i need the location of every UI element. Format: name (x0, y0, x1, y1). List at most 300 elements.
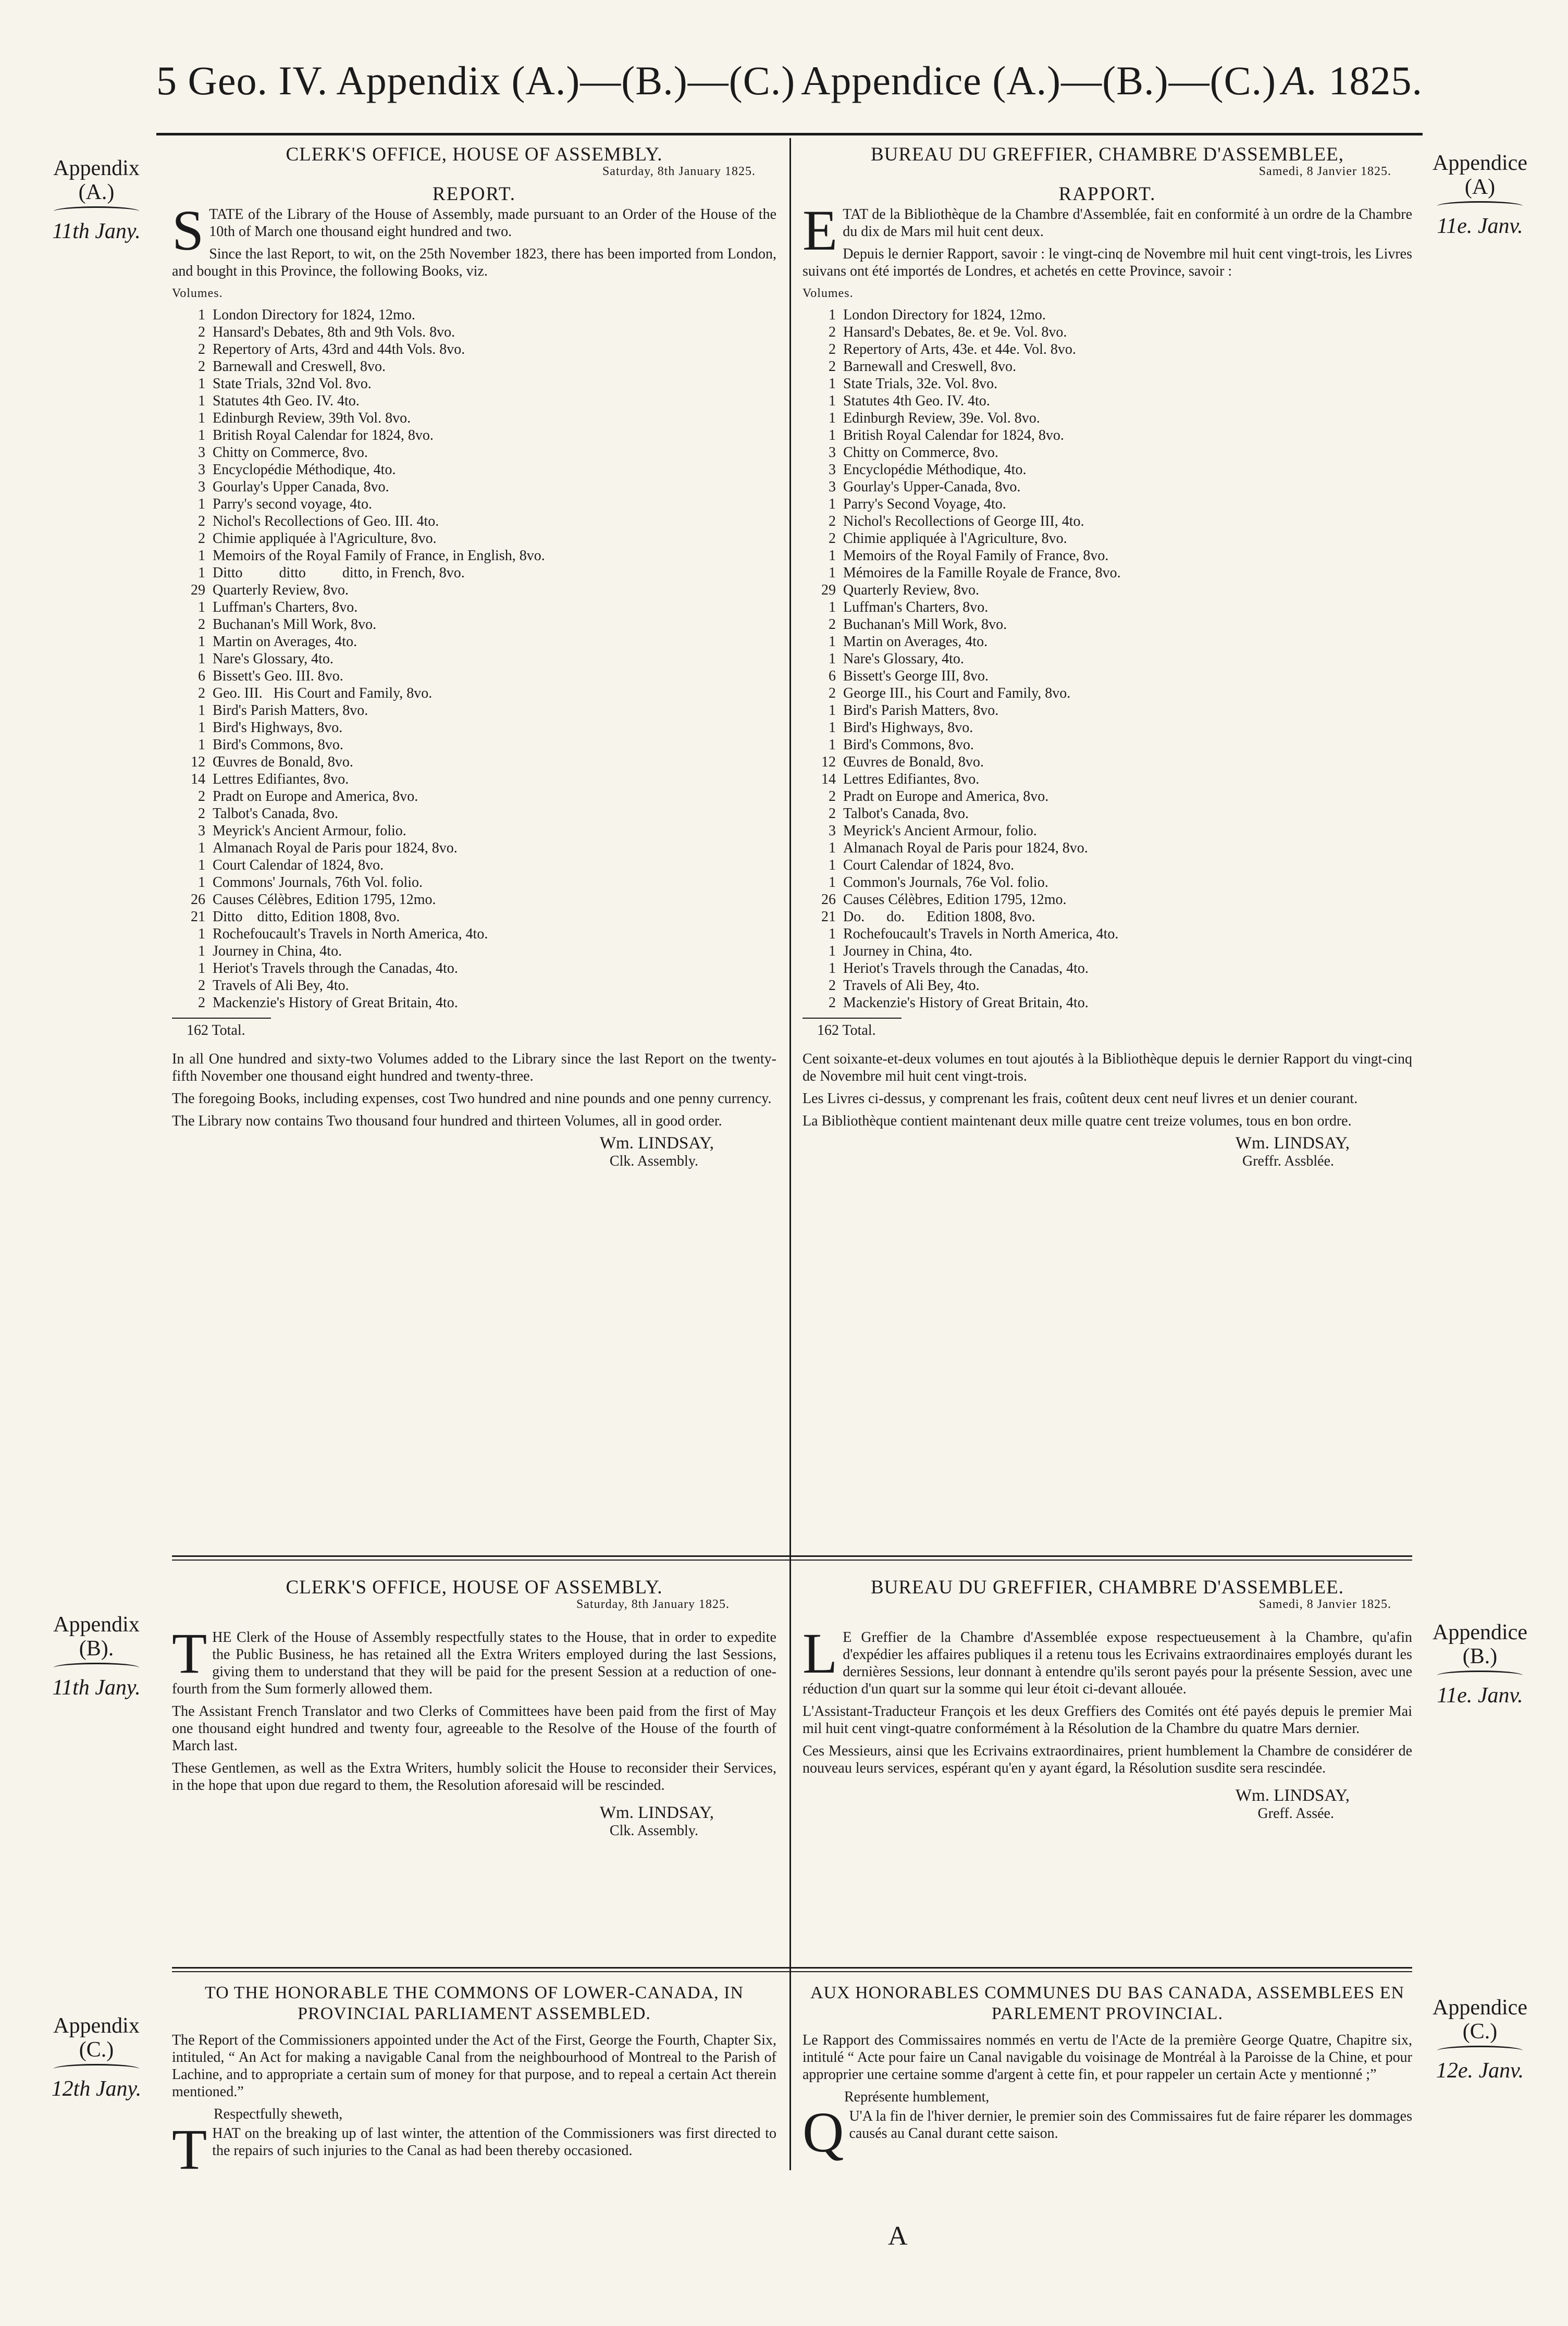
volume-title: Nichol's Recollections of George III, 4to. (843, 513, 1084, 529)
dropcap: L (802, 1622, 838, 1685)
paragraph: L'Assistant-Traducteur François et les deux Greffiers des Comités ont été payés depuis le premier Mai mil huit cent vingt-quatre conformément à la Résolution de la Chambre du quatre Mars dernier. (802, 1703, 1412, 1737)
header-left: 5 Geo. IV. Appendix (A.)—(B.)—(C.) (156, 58, 796, 103)
margin-note-c-right: Appendice (C.) 12e. Janv. (1433, 1996, 1527, 2083)
volume-title: Bird's Highways, 8vo. (213, 720, 343, 736)
volume-count: 2 (829, 358, 836, 375)
volume-entry (187, 874, 776, 891)
signature-title: Clk. Assembly. (609, 1823, 698, 1839)
dropcap: S (172, 199, 204, 262)
volume-entry (817, 650, 1412, 667)
volume-count: 2 (829, 616, 836, 633)
volume-entry (187, 547, 776, 564)
volume-count: 2 (829, 806, 836, 822)
volume-title: Repertory of Arts, 43rd and 44th Vols. 8vo. (213, 341, 465, 357)
section-b-english (172, 1579, 776, 1839)
volume-title: Heriot's Travels through the Canadas, 4to. (213, 960, 458, 976)
volume-count: 1 (829, 410, 836, 426)
volume-entry (187, 736, 776, 753)
volume-entry (817, 410, 1412, 427)
volume-entry (187, 685, 776, 702)
volume-count: 12 (191, 754, 205, 770)
volume-count: 1 (829, 393, 836, 409)
paragraph: La Bibliothèque contient maintenant deux mille quatre cent treize volumes, tous en bon ordre. (802, 1113, 1352, 1129)
volume-count: 3 (198, 823, 205, 839)
volume-count: 2 (198, 806, 205, 822)
volume-count: 1 (829, 720, 836, 736)
volume-title: Bissett's George III, 8vo. (843, 668, 989, 684)
volume-entry (817, 496, 1412, 513)
volume-count: 2 (198, 685, 205, 701)
volume-entry (817, 599, 1412, 616)
volume-entry (187, 530, 776, 547)
section-rule (172, 1967, 1412, 1969)
paragraph: The foregoing Books, including expenses, cost Two hundred and nine pounds and one penny currency. (172, 1091, 772, 1107)
volume-entry (817, 616, 1412, 633)
volume-title: Chitty on Commerce, 8vo. (843, 444, 998, 461)
volume-title: State Trials, 32nd Vol. 8vo. (213, 376, 372, 392)
volume-entry (817, 633, 1412, 650)
paragraph: Cent soixante-et-deux volumes en tout ajoutés à la Bibliothèque depuis le dernier Rapport du vingt-cinq de Novembre mil huit cent vingt-trois. (802, 1051, 1412, 1084)
volume-count: 2 (829, 530, 836, 547)
volume-entry (187, 616, 776, 633)
volume-entry (817, 564, 1412, 582)
paragraph: In all One hundred and sixty-two Volumes added to the Library since the last Report on the twenty-fifth November one thousand eight hundred and twenty-three. (172, 1051, 776, 1084)
total: 162 Total. (817, 1022, 876, 1038)
volume-count: 1 (829, 307, 836, 323)
volume-title: Martin on Averages, 4to. (843, 634, 988, 650)
volume-count: 1 (198, 548, 205, 564)
volume-entry (817, 925, 1412, 943)
dropcap: E (802, 199, 838, 262)
volume-count: 1 (829, 702, 836, 719)
volume-title: Meyrick's Ancient Armour, folio. (213, 823, 406, 839)
volume-count: 3 (198, 479, 205, 495)
volume-entry (187, 513, 776, 530)
volume-entry (187, 994, 776, 1011)
volume-title: Barnewall and Creswell, 8vo. (213, 358, 386, 375)
volumes-label: Volumes. (172, 287, 223, 300)
total: 162 Total. (187, 1022, 245, 1038)
volume-entry (817, 375, 1412, 392)
volume-entry (187, 805, 776, 822)
volume-count: 1 (198, 926, 205, 942)
volume-count: 3 (829, 462, 836, 478)
volume-count: 14 (191, 771, 205, 787)
volume-entry (187, 341, 776, 358)
signature-name: Wm. LINDSAY, (599, 1134, 714, 1153)
volume-entry (817, 478, 1412, 496)
volume-title: Luffman's Charters, 8vo. (213, 599, 358, 615)
section-a-french (802, 146, 1412, 1170)
volume-entry (817, 513, 1412, 530)
volume-title: Edinburgh Review, 39th Vol. 8vo. (213, 410, 411, 426)
paragraph: Ces Messieurs, ainsi que les Ecrivains extraordinaires, prient humblement la Chambre de considérer de nouveau leurs services, espérant qu'en y ayant égard, la Résolution susdite sera rescindée. (802, 1743, 1412, 1776)
volumes-list (187, 306, 776, 1011)
volume-entry (817, 805, 1412, 822)
volume-entry (187, 719, 776, 736)
dropcap: Q (802, 2100, 844, 2164)
volume-title: Travels of Ali Bey, 4to. (213, 978, 349, 994)
volume-count: 1 (829, 840, 836, 856)
volume-count: 1 (829, 548, 836, 564)
volume-entry (817, 461, 1412, 478)
volume-entry (187, 392, 776, 410)
volume-title: British Royal Calendar for 1824, 8vo. (843, 427, 1064, 443)
header-rule (156, 133, 1423, 135)
volume-count: 1 (198, 943, 205, 959)
volume-entry (817, 341, 1412, 358)
volume-count: 1 (198, 496, 205, 512)
respect-line: Respectfully sheweth, (214, 2106, 343, 2122)
volume-title: Lettres Edifiantes, 8vo. (213, 771, 349, 787)
signature-name: Wm. LINDSAY, (1235, 1786, 1350, 1805)
volume-entry (817, 822, 1412, 839)
volume-title: State Trials, 32e. Vol. 8vo. (843, 376, 998, 392)
volume-count: 6 (829, 668, 836, 684)
volume-entry (187, 410, 776, 427)
paragraph: Les Livres ci-dessus, y comprenant les frais, coûtent deux cent neuf livres et un denier courant. (802, 1091, 1358, 1107)
volume-entry (187, 977, 776, 994)
volume-title: Memoirs of the Royal Family of France, 8vo. (843, 548, 1109, 564)
volume-entry (187, 650, 776, 667)
volume-title: Bird's Highways, 8vo. (843, 720, 973, 736)
volume-title: Hansard's Debates, 8e. et 9e. Vol. 8vo. (843, 324, 1067, 340)
volume-entry (187, 375, 776, 392)
volume-title: Statutes 4th Geo. IV. 4to. (213, 393, 360, 409)
volume-count: 26 (821, 892, 836, 908)
volume-count: 2 (829, 685, 836, 701)
header-center: Appendice (A.)—(B.)—(C.) (801, 58, 1277, 103)
volume-title: Luffman's Charters, 8vo. (843, 599, 989, 615)
volume-title: Meyrick's Ancient Armour, folio. (843, 823, 1037, 839)
volume-entry (817, 427, 1412, 444)
volume-title: Gourlay's Upper-Canada, 8vo. (843, 479, 1021, 495)
volume-count: 1 (198, 874, 205, 890)
volume-title: Repertory of Arts, 43e. et 44e. Vol. 8vo. (843, 341, 1076, 357)
volume-entry (187, 771, 776, 788)
signature-title: Clk. Assembly. (609, 1153, 698, 1169)
volume-entry (187, 461, 776, 478)
volume-title: Talbot's Canada, 8vo. (843, 806, 969, 822)
volume-title: London Directory for 1824, 12mo. (843, 307, 1046, 323)
signature-mark: A (888, 2221, 908, 2251)
volume-title: Statutes 4th Geo. IV. 4to. (843, 393, 990, 409)
volume-title: Quarterly Review, 8vo. (843, 582, 979, 598)
volume-count: 1 (198, 857, 205, 873)
volume-count: 2 (198, 995, 205, 1011)
volume-title: Nare's Glossary, 4to. (843, 651, 964, 667)
report-date: Saturday, 8th January 1825. (602, 165, 756, 178)
volume-title: Causes Célèbres, Edition 1795, 12mo. (843, 892, 1067, 908)
volume-title: Bird's Commons, 8vo. (843, 737, 974, 753)
volume-title: Encyclopédie Méthodique, 4to. (843, 462, 1027, 478)
volume-count: 6 (198, 668, 205, 684)
volume-title: Ditto ditto, Edition 1808, 8vo. (213, 909, 400, 925)
dropcap: T (172, 1622, 207, 1685)
volume-title: Œuvres de Bonald, 8vo. (843, 754, 984, 770)
volume-count: 1 (198, 427, 205, 443)
notice-date: Samedi, 8 Janvier 1825. (1258, 1598, 1391, 1611)
volume-title: Causes Célèbres, Edition 1795, 12mo. (213, 892, 436, 908)
volume-title: Court Calendar of 1824, 8vo. (213, 857, 384, 873)
volume-count: 3 (829, 823, 836, 839)
volume-count: 29 (191, 582, 205, 598)
volume-count: 1 (198, 410, 205, 426)
section-c-english (172, 1983, 776, 2181)
volume-entry (817, 891, 1412, 908)
paragraph: THAT on the breaking up of last winter, the attention of the Commissioners was first directed to the repairs of such injuries to the Canal as had been thereby occasioned. (172, 2118, 776, 2181)
volume-count: 1 (829, 926, 836, 942)
volume-entry (187, 753, 776, 771)
volume-count: 1 (829, 565, 836, 581)
paragraph: These Gentlemen, as well as the Extra Writers, humbly solicit the House to reconsider their Services, in the hope that upon due regard to them, the Resolution aforesaid will be rescinded. (172, 1760, 776, 1793)
volume-title: Bird's Parish Matters, 8vo. (213, 702, 368, 719)
volume-count: 3 (829, 479, 836, 495)
volume-title: Commons' Journals, 76th Vol. folio. (213, 874, 423, 890)
margin-note-a-left: Appendix (A.) 11th Jany. (52, 156, 141, 243)
volume-count: 1 (829, 943, 836, 959)
margin-note-b-left: Appendix (B). 11th Jany. (52, 1613, 141, 1700)
volume-entry (187, 633, 776, 650)
page-header (156, 50, 1423, 112)
volume-title: Rochefoucault's Travels in North America, 4to. (843, 926, 1119, 942)
volume-entry (187, 358, 776, 375)
volume-entry (817, 857, 1412, 874)
volume-title: British Royal Calendar for 1824, 8vo. (213, 427, 434, 443)
volume-entry (187, 960, 776, 977)
volume-title: Chitty on Commerce, 8vo. (213, 444, 368, 461)
section-a-english (172, 146, 776, 1170)
section-rule (172, 1555, 1412, 1557)
volume-count: 29 (821, 582, 836, 598)
volume-title: Encyclopédie Méthodique, 4to. (213, 462, 396, 478)
volume-title: Chimie appliquée à l'Agriculture, 8vo. (843, 530, 1067, 547)
margin-note-c-left: Appendix (C.) 12th Jany. (51, 2014, 142, 2101)
intro-paragraph: STATE of the Library of the House of Assembly, made pursuant to an Order of the House of the 10th of March one thousand eight hundred and two. (172, 199, 776, 262)
volume-title: Mackenzie's History of Great Britain, 4to. (213, 995, 458, 1011)
volume-title: Parry's second voyage, 4to. (213, 496, 372, 512)
volume-count: 1 (829, 599, 836, 615)
volume-count: 1 (198, 565, 205, 581)
column-divider (789, 138, 791, 2170)
volume-entry (187, 925, 776, 943)
volume-title: Travels of Ali Bey, 4to. (843, 978, 980, 994)
volume-title: Common's Journals, 76e Vol. folio. (843, 874, 1048, 890)
volume-count: 1 (198, 702, 205, 719)
volume-title: Rochefoucault's Travels in North America, 4to. (213, 926, 488, 942)
volume-title: Do. do. Edition 1808, 8vo. (843, 909, 1035, 925)
report-heading: RAPPORT. (1058, 183, 1156, 205)
volume-count: 2 (198, 788, 205, 805)
volume-entry (187, 582, 776, 599)
volume-entry (187, 702, 776, 719)
volume-entry (817, 667, 1412, 685)
volume-count: 1 (829, 651, 836, 667)
volume-title: Heriot's Travels through the Canadas, 4to. (843, 960, 1089, 976)
margin-note-a-right: Appendice (A) 11e. Janv. (1433, 151, 1527, 238)
volume-count: 2 (198, 341, 205, 357)
volume-entry (187, 564, 776, 582)
volume-entry (187, 599, 776, 616)
signature-title: Greff. Assée. (1257, 1805, 1334, 1822)
volume-count: 1 (198, 720, 205, 736)
volume-entry (817, 392, 1412, 410)
volume-entry (187, 839, 776, 857)
volume-count: 1 (198, 737, 205, 753)
volume-title: Nichol's Recollections of Geo. III. 4to. (213, 513, 439, 529)
volume-count: 3 (198, 462, 205, 478)
volume-count: 1 (198, 960, 205, 976)
notice-date: Saturday, 8th January 1825. (576, 1598, 730, 1611)
address-title: AUX HONORABLES COMMUNES DU BAS CANADA, ASSEMBLEES EN PARLEMENT PROVINCIAL. (810, 1983, 1405, 2023)
volume-count: 1 (198, 840, 205, 856)
volume-count: 1 (829, 874, 836, 890)
volume-entry (187, 908, 776, 925)
volumes-list (817, 306, 1412, 1011)
volume-entry (817, 839, 1412, 857)
volume-entry (187, 667, 776, 685)
volume-title: Edinburgh Review, 39e. Vol. 8vo. (843, 410, 1040, 426)
office-heading: CLERK'S OFFICE, HOUSE OF ASSEMBLY. (286, 1577, 663, 1598)
paragraph: The Library now contains Two thousand four hundred and thirteen Volumes, all in good order. (172, 1113, 722, 1129)
volume-count: 2 (198, 513, 205, 529)
volume-entry (817, 908, 1412, 925)
volume-entry (187, 891, 776, 908)
volume-count: 3 (829, 444, 836, 461)
volume-title: Memoirs of the Royal Family of France, in English, 8vo. (213, 548, 545, 564)
volume-entry (817, 719, 1412, 736)
volume-count: 1 (198, 651, 205, 667)
volume-title: Lettres Edifiantes, 8vo. (843, 771, 980, 787)
volume-count: 21 (821, 909, 836, 925)
volume-entry (817, 736, 1412, 753)
volume-count: 2 (829, 341, 836, 357)
office-heading: BUREAU DU GREFFIER, CHAMBRE D'ASSEMBLEE, (870, 144, 1344, 165)
office-heading: BUREAU DU GREFFIER, CHAMBRE D'ASSEMBLEE. (870, 1577, 1344, 1598)
volume-title: Geo. III. His Court and Family, 8vo. (213, 685, 433, 701)
paragraph: Le Rapport des Commissaires nommés en vertu de l'Acte de la première George Quatre, Chapitre six, intitulé “ Acte pour faire un Canal navigable du voisinage de Montréal à la Paroisse de la Chine, et pour approprier une certaine somme d'argent à cette fin, et pour rappeler un certain Acte y mentionné ;” (802, 2032, 1412, 2083)
volume-entry (817, 960, 1412, 977)
volume-count: 1 (198, 599, 205, 615)
signature-title: Greffr. Assblée. (1242, 1153, 1334, 1169)
volume-entry (187, 444, 776, 461)
volume-entry (817, 547, 1412, 564)
volume-title: Almanach Royal de Paris pour 1824, 8vo. (213, 840, 458, 856)
volume-count: 2 (829, 513, 836, 529)
volume-entry (817, 788, 1412, 805)
volume-count: 3 (198, 444, 205, 461)
volumes-label: Volumes. (802, 287, 854, 300)
volume-title: Buchanan's Mill Work, 8vo. (213, 616, 377, 633)
section-b-french (802, 1579, 1412, 1822)
volume-title: Martin on Averages, 4to. (213, 634, 357, 650)
volume-title: Bird's Parish Matters, 8vo. (843, 702, 999, 719)
report-date: Samedi, 8 Janvier 1825. (1258, 165, 1391, 178)
volume-title: Pradt on Europe and America, 8vo. (843, 788, 1049, 805)
volume-entry (817, 702, 1412, 719)
volume-title: Parry's Second Voyage, 4to. (843, 496, 1006, 512)
volume-entry (187, 496, 776, 513)
volume-count: 2 (198, 358, 205, 375)
volume-title: Chimie appliquée à l'Agriculture, 8vo. (213, 530, 437, 547)
volume-count: 26 (191, 892, 205, 908)
volume-count: 1 (829, 427, 836, 443)
volume-count: 2 (198, 324, 205, 340)
margin-note-b-right: Appendice (B.) 11e. Janv. (1433, 1620, 1527, 1708)
volume-count: 2 (829, 995, 836, 1011)
total-rule (802, 1018, 902, 1019)
header-year: A. 1825. (1281, 58, 1423, 103)
volume-title: Almanach Royal de Paris pour 1824, 8vo. (843, 840, 1088, 856)
volume-title: Bissett's Geo. III. 8vo. (213, 668, 343, 684)
volume-entry (187, 788, 776, 805)
total-rule (172, 1018, 271, 1019)
volume-count: 12 (821, 754, 836, 770)
volume-entry (817, 685, 1412, 702)
volume-entry (817, 994, 1412, 1011)
volume-entry (817, 977, 1412, 994)
volume-entry (187, 857, 776, 874)
volume-count: 2 (829, 324, 836, 340)
volume-count: 2 (198, 530, 205, 547)
report-heading: REPORT. (432, 183, 516, 205)
volume-title: Gourlay's Upper Canada, 8vo. (213, 479, 389, 495)
volume-entry (817, 943, 1412, 960)
volume-count: 21 (191, 909, 205, 925)
volume-title: Quarterly Review, 8vo. (213, 582, 349, 598)
volume-title: Talbot's Canada, 8vo. (213, 806, 339, 822)
paragraph: Since the last Report, to wit, on the 25th November 1823, there has been imported from London, and bought in this Province, the following Books, viz. (172, 246, 776, 279)
volume-title: Nare's Glossary, 4to. (213, 651, 334, 667)
volume-entry (187, 478, 776, 496)
volume-count: 2 (198, 978, 205, 994)
paragraph: THE Clerk of the House of Assembly respectfully states to the House, that in order to expedite the Public Business, he has retained all the Extra Writers employed during the last Sessions, giving them to understand that they will be paid for the present Session at a reduction of one-fourth from the Sum formerly allowed them. (172, 1622, 776, 1697)
respect-line: Représente humblement, (844, 2089, 990, 2105)
dropcap: T (172, 2118, 207, 2181)
volume-title: Hansard's Debates, 8th and 9th Vols. 8vo. (213, 324, 455, 340)
volume-entry (817, 306, 1412, 324)
section-rule (172, 1971, 1412, 1972)
volume-title: Barnewall and Creswell, 8vo. (843, 358, 1017, 375)
volume-title: George III., his Court and Family, 8vo. (843, 685, 1071, 701)
volume-entry (817, 874, 1412, 891)
volume-entry (187, 427, 776, 444)
signature-name: Wm. LINDSAY, (1235, 1134, 1350, 1153)
address-title: TO THE HONORABLE THE COMMONS OF LOWER-CANADA, IN PROVINCIAL PARLIAMENT ASSEMBLED. (205, 1983, 744, 2023)
volume-entry (817, 358, 1412, 375)
volume-count: 1 (198, 634, 205, 650)
volume-count: 1 (198, 393, 205, 409)
volume-count: 2 (829, 978, 836, 994)
office-heading: CLERK'S OFFICE, HOUSE OF ASSEMBLY. (286, 144, 663, 165)
paragraph: The Report of the Commissioners appointed under the Act of the First, George the Fourth, Chapter Six, intituled, “ An Act for making a navigable Canal from the neighbourhood of Montreal to the Parish of Lachine, and to appropriate a certain sum of money for that purpose, and to repeal a certain Act therein mentioned.” (172, 2032, 776, 2100)
volume-entry (817, 753, 1412, 771)
volume-entry (817, 771, 1412, 788)
volume-count: 1 (198, 307, 205, 323)
paragraph: Q U'A la fin de l'hiver dernier, le premier soin des Commissaires fut de faire réparer les dommages causés au Canal durant cette saison. (802, 2100, 1412, 2164)
volume-entry (817, 530, 1412, 547)
volume-title: Journey in China, 4to. (843, 943, 973, 959)
volume-title: Mackenzie's History of Great Britain, 4to. (843, 995, 1089, 1011)
paragraph: L E Greffier de la Chambre d'Assemblée expose respectueusement à la Chambre, qu'afin d'expédier les affaires publiques il a retenu tous les Ecrivains extraordinaires employés durant les dernières Sessions, leur donnant à entendre qu'ils seront payés pour la présente Session, avec une réduction d'un quart sur la somme qui leur étoit ci-devant allouée. (802, 1622, 1412, 1697)
volume-title: London Directory for 1824, 12mo. (213, 307, 415, 323)
section-c-french (802, 1983, 1412, 2164)
volume-count: 14 (821, 771, 836, 787)
volume-count: 1 (829, 737, 836, 753)
volume-count: 2 (829, 788, 836, 805)
paragraph: The Assistant French Translator and two Clerks of Committees have been paid from the first of May one thousand eight hundred and twenty four, agreeable to the Resolve of the House of the fourth of March last. (172, 1703, 776, 1754)
volume-count: 1 (829, 376, 836, 392)
